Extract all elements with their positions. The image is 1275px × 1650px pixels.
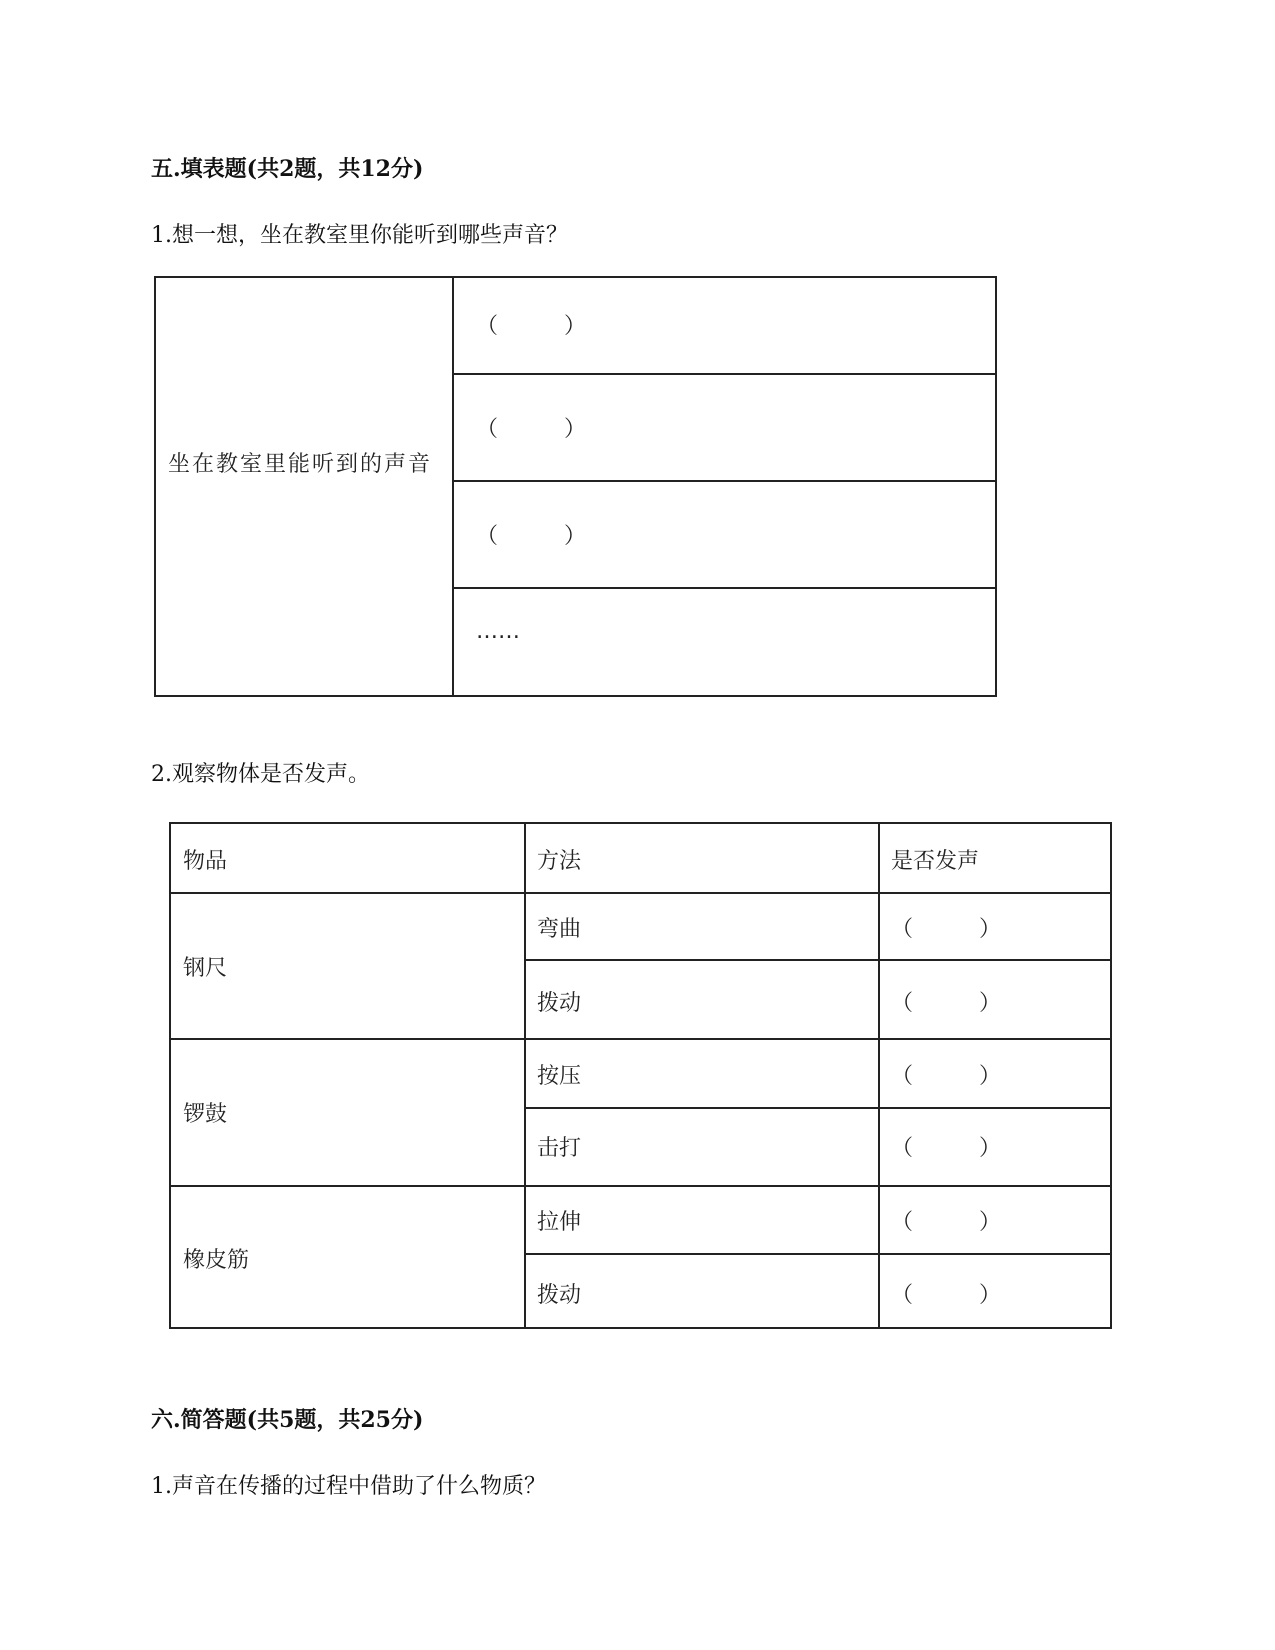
method-bend: 弯曲 [537,917,582,942]
sound-answer-5[interactable]: （ ） [891,1210,1002,1235]
sound-answer-2[interactable]: （ ） [891,991,1002,1016]
group-divider-1 [171,1038,1110,1040]
sub-divider-1 [524,959,1110,961]
method-stretch: 拉伸 [537,1210,582,1235]
section6-title: 六.简答题(共5题，共25分) [151,1407,424,1433]
col-divider-2 [878,824,880,1327]
sound-blank-row-1 [454,278,995,375]
sound-blank-1[interactable]: （ ） [476,314,587,339]
sub-divider-3 [524,1253,1110,1255]
objects-table [169,822,1112,1329]
sounds-table [154,276,997,697]
method-pluck-band: 拨动 [537,1283,582,1308]
header-item: 物品 [183,849,228,874]
s6-q1-text: 1.声音在传播的过程中借助了什么物质？ [151,1474,546,1499]
sound-answer-4[interactable]: （ ） [891,1136,1002,1161]
header-divider [171,892,1110,894]
sub-divider-2 [524,1107,1110,1109]
item-drum: 锣鼓 [183,1102,228,1127]
sound-blank-row-3 [454,482,995,589]
header-method: 方法 [537,849,582,874]
sound-ellipsis: …… [476,619,520,644]
method-press: 按压 [537,1064,582,1089]
method-pluck-ruler: 拨动 [537,991,582,1016]
q1-text: 1.想一想，坐在教室里你能听到哪些声音？ [151,223,568,248]
method-strike: 击打 [537,1136,582,1161]
item-rubber-band: 橡皮筋 [183,1248,250,1273]
q2-text: 2.观察物体是否发声。 [151,762,370,787]
col-divider-1 [524,824,526,1327]
group-divider-2 [171,1185,1110,1187]
sound-blank-2[interactable]: （ ） [476,417,587,442]
sound-answer-1[interactable]: （ ） [891,917,1002,942]
sound-ellipsis-row [454,589,995,695]
sound-answer-3[interactable]: （ ） [891,1064,1002,1089]
section5-title: 五.填表题(共2题，共12分) [151,156,424,182]
sound-blank-row-2 [454,375,995,482]
sound-answer-6[interactable]: （ ） [891,1283,1002,1308]
sounds-left-cell [156,278,454,695]
item-ruler: 钢尺 [183,956,228,981]
sound-blank-3[interactable]: （ ） [476,524,587,549]
header-sound: 是否发声 [891,849,980,874]
sounds-left-label: 坐在教室里能听到的声音 [168,452,433,477]
